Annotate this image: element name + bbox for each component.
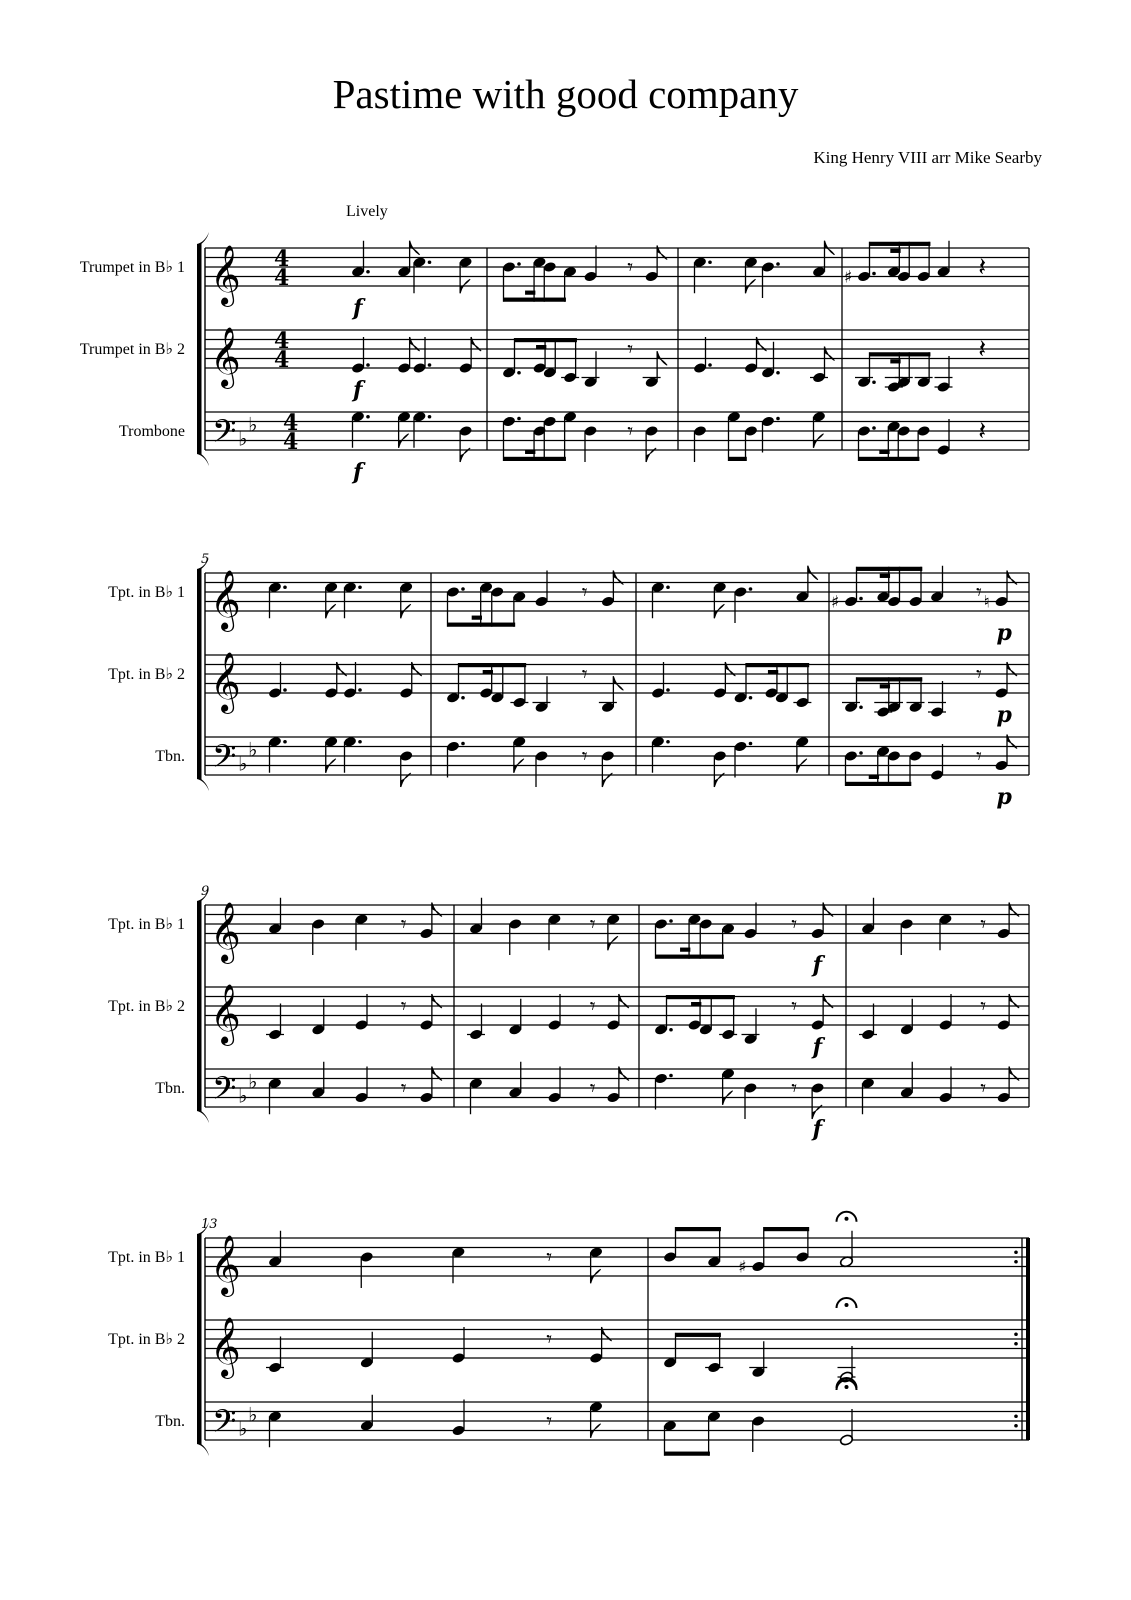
beam [515, 338, 577, 342]
augmentation-dot [872, 380, 876, 384]
piece-title: Pastime with good company [332, 71, 799, 117]
augmentation-dot [366, 363, 370, 367]
beam [729, 457, 747, 461]
beam [448, 623, 516, 627]
dynamic-marking: f [353, 295, 363, 321]
augmentation-dot [666, 688, 670, 692]
dynamic-marking: f [353, 377, 363, 403]
instrument-label-tpt1: Tpt. in B♭ 1 [108, 916, 185, 933]
beam [676, 1227, 721, 1231]
sharp-icon: ♯ [831, 592, 840, 613]
time-signature-numerator: 4 [283, 410, 299, 436]
quarter-rest-icon: 𝄽 [978, 334, 987, 365]
system-3 [108, 884, 1029, 1142]
flat-icon: ♭ [238, 1416, 248, 1441]
augmentation-dot [669, 1074, 673, 1078]
dynamic-marking: f [353, 459, 363, 485]
eighth-rest-icon: 𝄾 [791, 994, 798, 1020]
beam [676, 1333, 721, 1337]
instrument-label-tbn: Tbn. [155, 1080, 185, 1097]
bracket-cap [197, 451, 209, 466]
augmentation-dot [283, 688, 287, 692]
secondary-beam [525, 291, 535, 295]
eighth-rest-icon: 𝄾 [791, 1076, 798, 1102]
beam [746, 663, 809, 667]
augmentation-dot [461, 742, 465, 746]
eighth-rest-icon: 𝄾 [976, 662, 982, 688]
bracket-cap [197, 1441, 209, 1456]
flat-icon: ♭ [238, 751, 248, 776]
treble-clef-icon: 𝄞 [210, 902, 241, 962]
bass-clef-icon: 𝄢 [212, 738, 237, 782]
eighth-rest-icon: 𝄾 [400, 994, 407, 1020]
treble-clef-icon: 𝄞 [210, 984, 241, 1044]
augmentation-dot [776, 371, 780, 375]
flat-icon: ♭ [238, 1083, 248, 1108]
beam [859, 457, 920, 461]
augmentation-dot [428, 363, 432, 367]
augmentation-dot [859, 597, 863, 601]
augmentation-dot [428, 415, 432, 419]
fermata-dot [845, 1303, 849, 1307]
tempo-marking: Lively [346, 203, 388, 220]
instrument-label-tbn: Tbn. [155, 748, 185, 765]
secondary-beam [879, 450, 889, 454]
dynamic-marking: f [812, 952, 823, 978]
eighth-rest-icon: 𝄾 [627, 419, 634, 445]
beam [857, 567, 923, 571]
augmentation-dot [749, 587, 753, 591]
eighth-rest-icon: 𝄾 [581, 744, 588, 770]
augmentation-dot [283, 585, 287, 589]
flat-icon: ♭ [248, 1069, 258, 1094]
bracket-cap [197, 776, 209, 791]
sharp-icon: ♯ [738, 1257, 747, 1278]
system-bracket [197, 1234, 202, 1444]
augmentation-dot [666, 740, 670, 744]
eighth-rest-icon: 𝄾 [546, 1409, 553, 1435]
system-1 [80, 203, 1029, 485]
system-2 [108, 552, 1029, 810]
augmentation-dot [461, 587, 465, 591]
flat-icon: ♭ [248, 1402, 258, 1427]
time-signature-numerator: 4 [274, 328, 290, 354]
augmentation-dot [708, 260, 712, 264]
augmentation-dot [517, 371, 521, 375]
measure-number: 13 [201, 1217, 218, 1232]
quarter-rest-icon: 𝄽 [978, 252, 987, 283]
dynamic-marking: f [812, 1034, 823, 1060]
beam [857, 677, 923, 681]
secondary-beam [472, 616, 482, 620]
bass-clef-icon: 𝄢 [212, 1403, 237, 1447]
eighth-rest-icon: 𝄾 [976, 580, 982, 606]
augmentation-dot [859, 751, 863, 755]
fermata-dot [845, 1385, 849, 1389]
augmentation-dot [872, 426, 876, 430]
eighth-rest-icon: 𝄾 [589, 1076, 596, 1102]
eighth-rest-icon: 𝄾 [589, 994, 596, 1020]
repeat-dot [1014, 1250, 1018, 1254]
beam [667, 995, 735, 999]
treble-clef-icon: 𝄞 [210, 570, 241, 630]
eighth-rest-icon: 𝄾 [581, 662, 588, 688]
composer-credit: King Henry VIII arr Mike Searby [813, 148, 1042, 167]
eighth-rest-icon: 𝄾 [791, 912, 798, 938]
secondary-beam [536, 345, 546, 349]
eighth-rest-icon: 𝄾 [627, 255, 634, 281]
repeat-dot [1014, 1424, 1018, 1428]
augmentation-dot [358, 688, 362, 692]
repeat-dot [1014, 1342, 1018, 1346]
eighth-rest-icon: 𝄾 [581, 580, 588, 606]
instrument-label-tpt1: Tpt. in B♭ 1 [108, 584, 185, 601]
eighth-rest-icon: 𝄾 [546, 1327, 553, 1353]
augmentation-dot [776, 262, 780, 266]
flat-icon: ♭ [238, 426, 248, 451]
eighth-rest-icon: 𝄾 [400, 1076, 407, 1102]
system-4 [108, 1212, 1030, 1456]
instrument-label-tbn: Trombone [118, 423, 185, 440]
dynamic-marking: f [812, 1116, 823, 1142]
instrument-label-tpt2: Trumpet in B♭ 2 [79, 341, 185, 358]
sharp-icon: ♯ [844, 267, 853, 288]
augmentation-dot [517, 417, 521, 421]
eighth-rest-icon: 𝄾 [980, 994, 987, 1020]
augmentation-dot [358, 585, 362, 589]
treble-clef-icon: 𝄞 [210, 1235, 241, 1295]
secondary-beam [483, 670, 493, 674]
beam [504, 457, 566, 461]
system-bracket [197, 244, 202, 454]
augmentation-dot [358, 740, 362, 744]
eighth-rest-icon: 𝄾 [980, 1076, 987, 1102]
time-signature-denominator: 4 [274, 265, 290, 291]
beam [870, 352, 931, 356]
eighth-rest-icon: 𝄾 [627, 337, 634, 363]
bracket-cap [197, 232, 209, 247]
eighth-rest-icon: 𝄾 [546, 1245, 553, 1271]
treble-clef-icon: 𝄞 [210, 652, 241, 712]
beam [504, 298, 566, 302]
instrument-label-tpt2: Tpt. in B♭ 2 [108, 998, 185, 1015]
instrument-label-tpt1: Tpt. in B♭ 1 [108, 1249, 185, 1266]
secondary-beam [691, 1002, 701, 1006]
treble-clef-icon: 𝄞 [210, 245, 241, 305]
repeat-dot [1014, 1414, 1018, 1418]
beam [665, 1452, 710, 1456]
flat-icon: ♭ [248, 412, 258, 437]
augmentation-dot [366, 270, 370, 274]
dynamic-marking: p [996, 620, 1012, 646]
augmentation-dot [461, 696, 465, 700]
dynamic-marking: p [996, 702, 1012, 728]
augmentation-dot [749, 742, 753, 746]
augmentation-dot [859, 705, 863, 709]
measure-number: 9 [201, 884, 210, 899]
secondary-beam [880, 574, 890, 578]
augmentation-dot [666, 585, 670, 589]
augmentation-dot [776, 417, 780, 421]
repeat-dot [1014, 1332, 1018, 1336]
augmentation-dot [428, 260, 432, 264]
secondary-beam [680, 948, 690, 952]
beam [656, 955, 724, 959]
secondary-beam [890, 359, 900, 363]
eighth-rest-icon: 𝄾 [589, 912, 596, 938]
secondary-beam [869, 775, 879, 779]
augmentation-dot [669, 1028, 673, 1032]
dynamic-marking: p [996, 784, 1012, 810]
beam [764, 1227, 809, 1231]
instrument-label-tpt2: Tpt. in B♭ 2 [108, 1331, 185, 1348]
measure-number: 5 [201, 552, 210, 567]
secondary-beam [890, 249, 900, 253]
beam [846, 782, 912, 786]
eighth-rest-icon: 𝄾 [976, 744, 982, 770]
beam [870, 242, 931, 246]
quarter-rest-icon: 𝄽 [978, 416, 987, 447]
repeat-dot [1014, 1260, 1018, 1264]
final-thick-barline [1026, 1238, 1030, 1440]
eighth-rest-icon: 𝄾 [400, 912, 407, 938]
augmentation-dot [517, 262, 521, 266]
time-signature-denominator: 4 [274, 347, 290, 373]
augmentation-dot [872, 272, 876, 276]
augmentation-dot [366, 415, 370, 419]
eighth-rest-icon: 𝄾 [980, 912, 987, 938]
augmentation-dot [749, 696, 753, 700]
augmentation-dot [708, 363, 712, 367]
bass-clef-icon: 𝄢 [212, 413, 237, 457]
system-bracket [197, 901, 202, 1111]
time-signature-numerator: 4 [274, 246, 290, 272]
system-bracket [197, 569, 202, 779]
bracket-cap [197, 1108, 209, 1123]
time-signature-denominator: 4 [283, 429, 299, 455]
natural-icon: ♮ [983, 592, 990, 613]
flat-icon: ♭ [248, 737, 258, 762]
fermata-dot [845, 1217, 849, 1221]
beam [459, 663, 527, 667]
instrument-label-tbn: Tbn. [155, 1413, 185, 1430]
secondary-beam [768, 670, 778, 674]
bass-clef-icon: 𝄢 [212, 1070, 237, 1114]
instrument-label-tpt1: Trumpet in B♭ 1 [79, 259, 185, 276]
augmentation-dot [669, 919, 673, 923]
secondary-beam [880, 684, 890, 688]
instrument-label-tpt2: Tpt. in B♭ 2 [108, 666, 185, 683]
augmentation-dot [283, 740, 287, 744]
secondary-beam [525, 450, 535, 454]
treble-clef-icon: 𝄞 [210, 327, 241, 387]
treble-clef-icon: 𝄞 [210, 1317, 241, 1377]
